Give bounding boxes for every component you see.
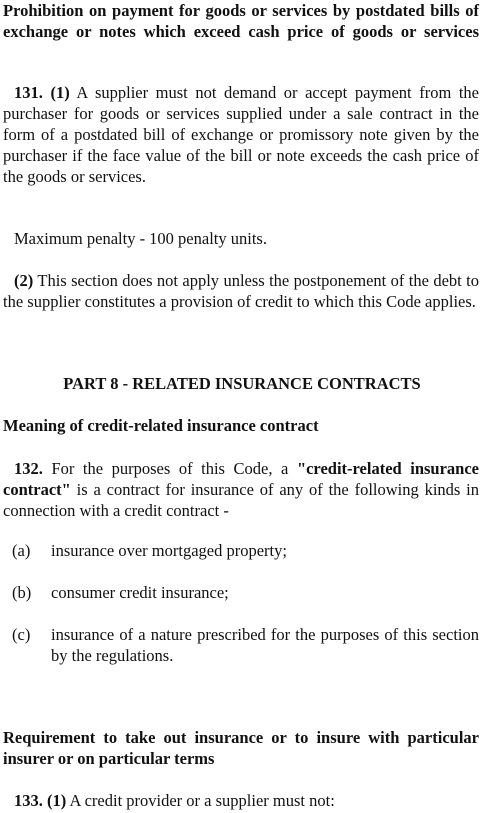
section-133-heading: Requirement to take out insurance or to insure with particular insurer or on particular terms: [3, 728, 479, 768]
section-number: 133.: [14, 791, 43, 810]
subsection-number: (2): [14, 271, 34, 290]
list-item-label: (a): [12, 541, 31, 560]
section-131-subsection-1: [3, 82, 479, 187]
subsection-number: (1): [50, 83, 70, 102]
penalty-text: Maximum penalty - 100 penalty units.: [14, 229, 267, 248]
subsection-number: (1): [47, 791, 67, 810]
section-133-subsection-1: [3, 790, 479, 811]
section-131-heading: Prohibition on payment for goods or services by postdated bills of exchange or notes which exceed cash price of goods or services: [3, 1, 479, 41]
list-item-text: insurance of a nature prescribed for the purposes of this section by the regulations.: [51, 625, 479, 665]
list-item-label: (c): [12, 625, 31, 644]
list-item-text: consumer credit insurance;: [51, 583, 229, 602]
subsection-text: A supplier must not demand or accept payment from the purchaser for goods or services supplied under a sale contract in the form of a postdated bill of exchange or promissory note given by the purchaser if the face value of the bill or note exceeds the cash price of the goods or services.: [3, 83, 480, 186]
section-131-subsection-2: [3, 270, 479, 312]
section-132-text: 132. For the purposes of this Code, a "credit-related insurance contract" is a contract for insurance of any of the following kinds in connection with a credit contract -: [3, 459, 480, 520]
part-8-title: PART 8 - RELATED INSURANCE CONTRACTS: [63, 374, 421, 393]
section-number: 132.: [14, 459, 43, 478]
defined-term: "credit-related insurance contract": [3, 459, 480, 499]
list-item-label: (b): [12, 583, 32, 602]
list-item-text: insurance over mortgaged property;: [51, 541, 287, 560]
section-number: 131.: [14, 83, 43, 102]
section-132-heading: Meaning of credit-related insurance contract: [3, 416, 319, 435]
subsection-text: A credit provider or a supplier must not:: [69, 791, 335, 810]
subsection-text: This section does not apply unless the postponement of the debt to the supplier constitutes a provision of credit to which this Code applies.: [3, 271, 479, 311]
